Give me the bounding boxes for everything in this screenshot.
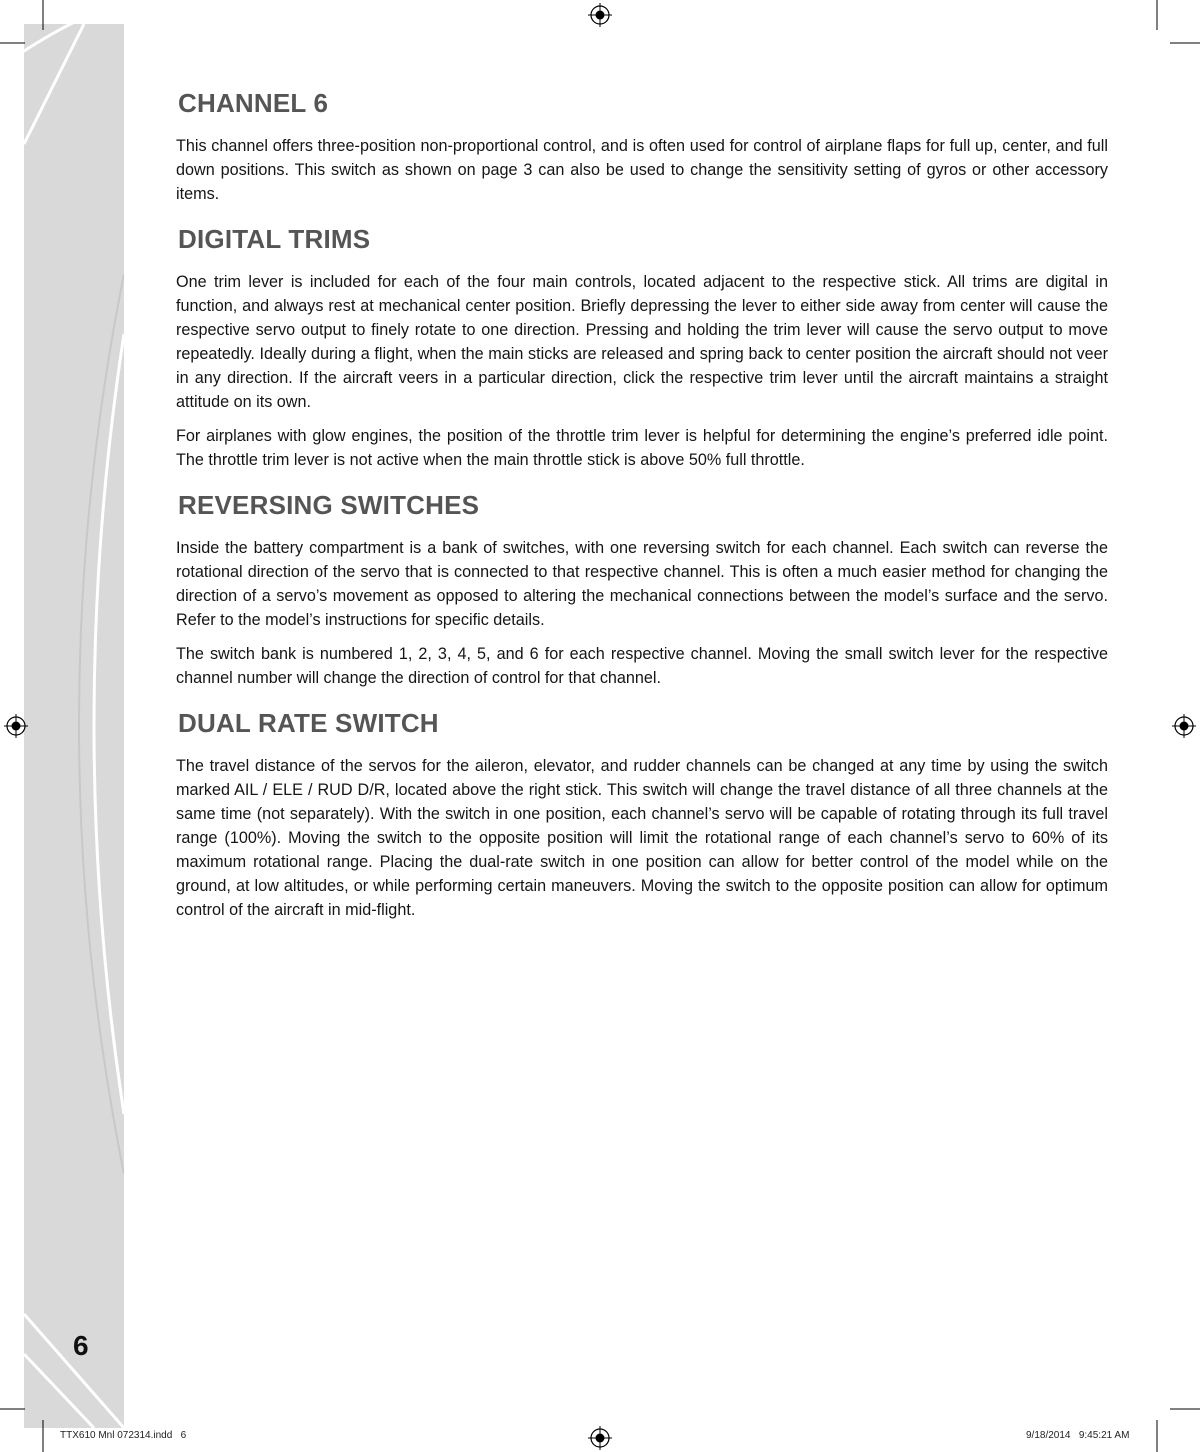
print-slug-timestamp: 9/18/2014 9:45:21 AM — [1026, 1430, 1130, 1441]
registration-mark-top-icon — [588, 3, 612, 27]
section-channel-6 — [176, 86, 1108, 206]
page-number: 6 — [73, 1330, 89, 1361]
section-heading: CHANNEL 6 — [178, 88, 329, 118]
paragraph: Inside the battery compartment is a bank of switches, with one reversing switch for each channel. Each switch can reverse the rotational direction of the servo that is connected to that respective channel. This is often a much easier method for changing the direction of a servo’s movement as opposed to altering the mechanical connections between the model’s surface and the servo. Refer to the model’s instructions for specific details. — [176, 539, 1108, 629]
paragraph: The switch bank is numbered 1, 2, 3, 4, 5, and 6 for each respective channel. Moving the small switch lever for the respective channel number will change the direction of control for that channel. — [176, 645, 1108, 687]
registration-mark-bottom-icon — [588, 1426, 612, 1450]
paragraph: One trim lever is included for each of the four main controls, located adjacent to the respective stick. All trims are digital in function, and always rest at mechanical center position. Briefly depressing the lever to either side away from center will cause the respective servo output to finely rotate to one direction. Pressing and holding the trim lever will cause the servo output to move repeatedly. Ideally during a flight, when the main sticks are released and spring back to center position the aircraft should not veer in any direction. If the aircraft veers in a particular direction, click the respective trim lever until the aircraft maintains a straight attitude on its own. — [176, 273, 1108, 411]
section-dual-rate-switch — [176, 706, 1108, 922]
section-reversing-switches — [176, 488, 1108, 690]
section-heading: REVERSING SWITCHES — [178, 490, 480, 520]
paragraph: This channel offers three-position non-proportional control, and is often used for control of airplane flaps for full up, center, and full down positions. This switch as shown on page 3 can also be used to change the sensitivity setting of gyros or other accessory items. — [176, 137, 1108, 203]
registration-mark-right-icon — [1172, 714, 1196, 738]
print-slug-file: TTX610 Mnl 072314.indd 6 — [60, 1430, 187, 1441]
section-heading: DUAL RATE SWITCH — [178, 708, 439, 738]
page-content — [176, 86, 1108, 938]
section-digital-trims — [176, 222, 1108, 472]
paragraph: For airplanes with glow engines, the position of the throttle trim lever is helpful for determining the engine’s preferred idle point. The throttle trim lever is not active when the main throttle stick is above 50% full throttle. — [176, 427, 1108, 469]
registration-mark-left-icon — [4, 714, 28, 738]
paragraph: The travel distance of the servos for the aileron, elevator, and rudder channels can be changed at any time by using the switch marked AIL / ELE / RUD D/R, located above the right stick. This switch will change the travel distance of all three channels at the same time (not separately). With the switch in one position, each channel’s servo will be capable of rotating through its full travel range (100%). Moving the switch to the opposite position will limit the rotational range of each channel’s servo to 60% of its maximum rotational range. Placing the dual-rate switch in one position can allow for better control of the model while on the ground, at low altitudes, or while performing certain maneuvers. Moving the switch to the opposite position can allow for optimum control of the aircraft in mid-flight. — [176, 757, 1108, 919]
section-heading: DIGITAL TRIMS — [178, 224, 371, 254]
